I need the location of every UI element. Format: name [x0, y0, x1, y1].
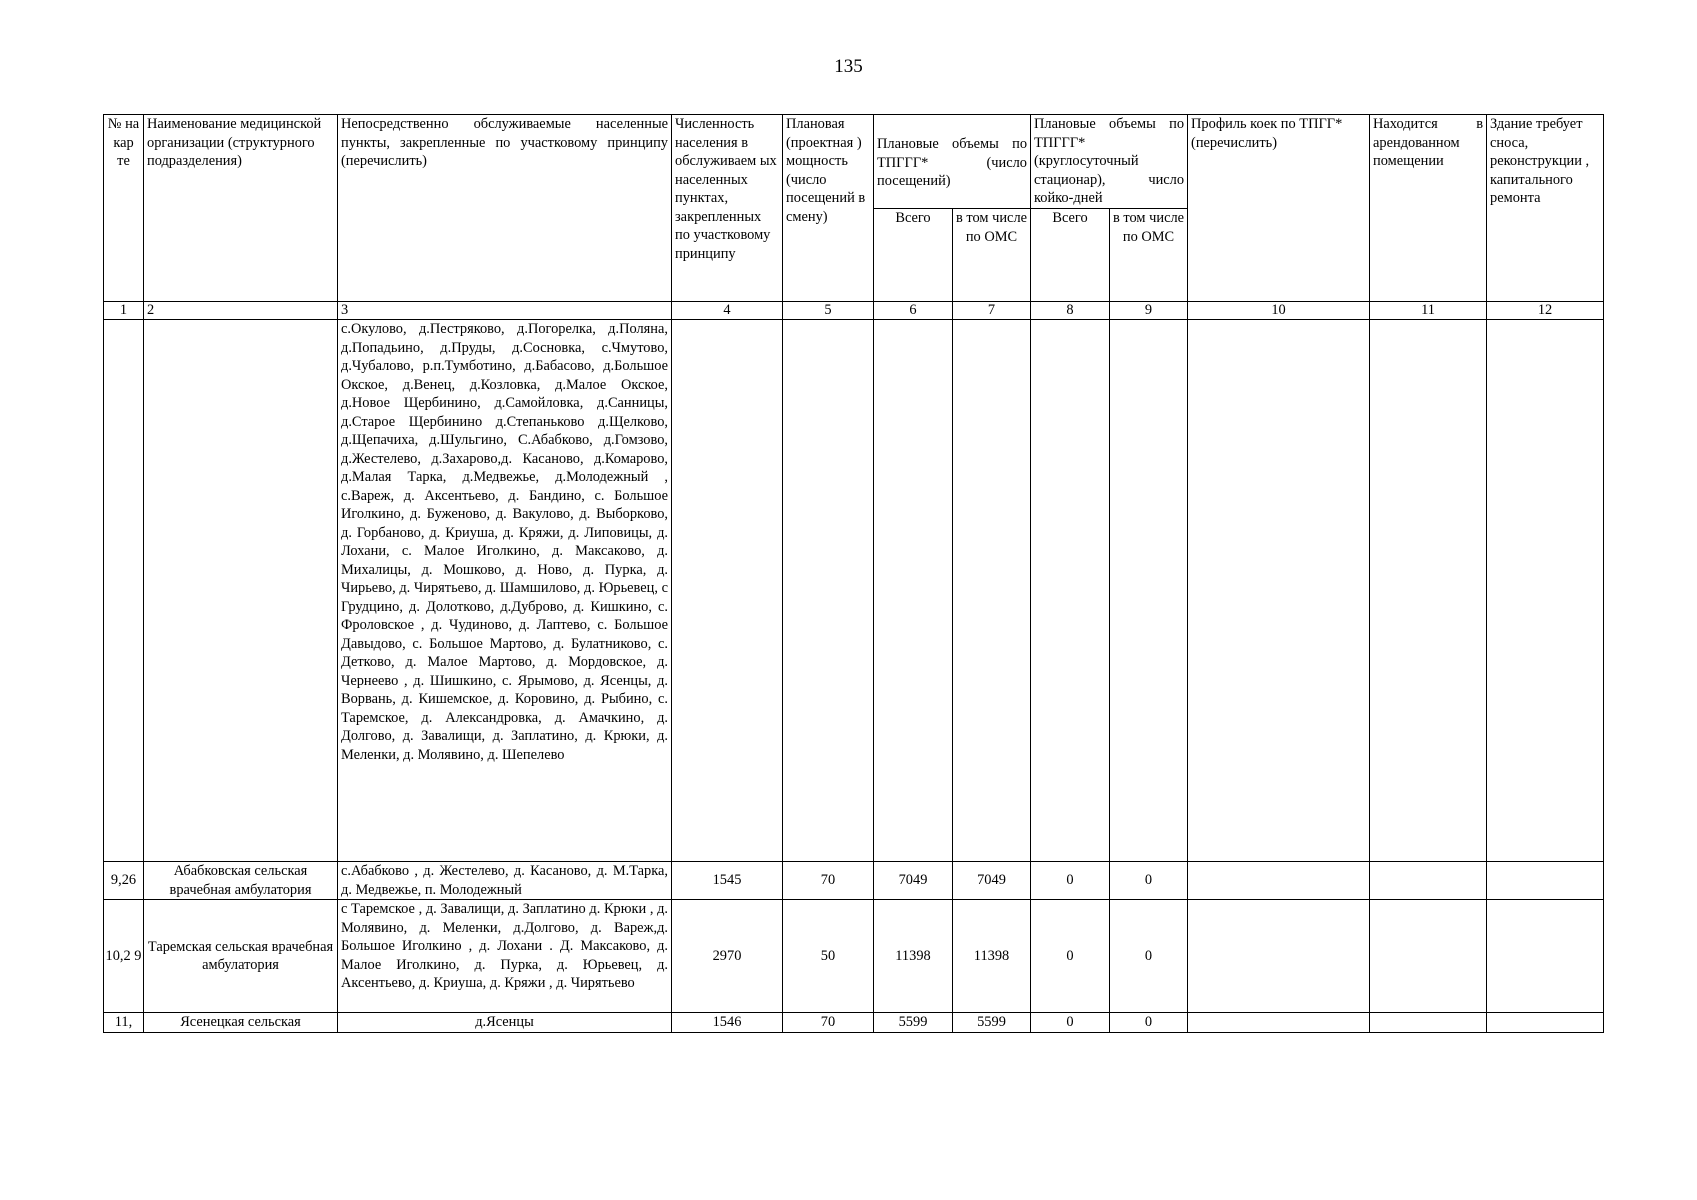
organization-name: Таремская сельская врачебная амбулатория [144, 900, 338, 1013]
map-number: 9,26 [104, 862, 144, 900]
table-row [104, 1013, 1604, 1033]
organization-name: Абабковская сельская врачебная амбулатория [144, 862, 338, 900]
beds-oms: 0 [1110, 862, 1188, 900]
column-number: 11 [1370, 302, 1487, 320]
header-bed-volumes: Плановые объемы по ТПГГГ* (круглосуточный стационар), число койко-дней [1031, 115, 1188, 209]
header-settlements: Непосредственно обслуживаемые населенные пункты, закрепленные по участковому принципу (перечислить) [338, 115, 672, 302]
beds-total: 0 [1031, 1013, 1110, 1033]
organization-name [144, 320, 338, 862]
beds-oms: 0 [1110, 1013, 1188, 1033]
visits-total: 5599 [874, 1013, 953, 1033]
column-number: 10 [1188, 302, 1370, 320]
beds-total [1031, 320, 1110, 862]
header-visits-total: Всего [874, 209, 953, 302]
header-bed-profile: Профиль коек по ТПГГ* (перечислить) [1188, 115, 1370, 302]
visits-oms: 5599 [953, 1013, 1031, 1033]
bed-profile [1188, 862, 1370, 900]
visits-oms: 7049 [953, 862, 1031, 900]
header-rented: Находится в арендованном помещении [1370, 115, 1487, 302]
header-map-number: № на кар те [104, 115, 144, 302]
population [672, 320, 783, 862]
visits-oms: 11398 [953, 900, 1031, 1013]
column-number: 6 [874, 302, 953, 320]
column-number: 12 [1487, 302, 1604, 320]
header-organization: Наименование медицинской организации (структурного подразделения) [144, 115, 338, 302]
capacity: 70 [783, 862, 874, 900]
beds-oms [1110, 320, 1188, 862]
beds-total: 0 [1031, 900, 1110, 1013]
header-visits-oms: в том числе по ОМС [953, 209, 1031, 302]
bed-profile [1188, 1013, 1370, 1033]
column-number: 9 [1110, 302, 1188, 320]
repair [1487, 320, 1604, 862]
rented [1370, 862, 1487, 900]
page-number: 135 [834, 56, 863, 77]
repair [1487, 900, 1604, 1013]
capacity: 70 [783, 1013, 874, 1033]
settlements-list: с.Абабково , д. Жестелево, д. Касаново, д. М.Тарка, д. Медвежье, п. Молодежный [338, 862, 672, 900]
organization-name: Ясенецкая сельская [144, 1013, 338, 1033]
beds-total: 0 [1031, 862, 1110, 900]
facilities-table [103, 114, 1604, 1033]
table-row [104, 320, 1604, 862]
header-repair: Здание требует сноса, реконструкции , капитального ремонта [1487, 115, 1604, 302]
column-number: 2 [144, 302, 338, 320]
rented [1370, 320, 1487, 862]
table-row [104, 862, 1604, 900]
column-number-row [104, 302, 1604, 320]
population: 1545 [672, 862, 783, 900]
repair [1487, 862, 1604, 900]
header-beds-total: Всего [1031, 209, 1110, 302]
column-number: 3 [338, 302, 672, 320]
population: 2970 [672, 900, 783, 1013]
rented [1370, 1013, 1487, 1033]
header-capacity: Плановая (проектная ) мощность (число посещений в смену) [783, 115, 874, 302]
header-visit-volumes: Плановые объемы по ТПГГГ* (число посещений) [874, 115, 1031, 209]
visits-oms [953, 320, 1031, 862]
map-number [104, 320, 144, 862]
population: 1546 [672, 1013, 783, 1033]
column-number: 1 [104, 302, 144, 320]
header-population: Численность населения в обслуживаем ых населенных пунктах, закрепленных по участковому принципу [672, 115, 783, 302]
visits-total [874, 320, 953, 862]
settlements-list: с Таремское , д. Завалищи, д. Заплатино д. Крюки , д. Молявино, д. Меленки, д.Долгово, д. Вареж,д. Большое Иголкино , д. Лохани . Д. Максаково, д. Малое Иголкино, д. Пурка, д. Юрьевец, д. Аксентьево, д. Криуша, д. Кряжи , д. Чирятьево [338, 900, 672, 1013]
settlements-list: с.Окулово, д.Пестряково, д.Погорелка, д.Поляна, д.Попадьино, д.Пруды, д.Сосновка, с.Чмутово, д.Чубалово, р.п.Тумботино, д.Бабасово, д.Большое Окское, д.Венец, д.Козловка, д.Малое Окское, д.Новое Щербинино, д.Самойловка, д.Санницы, д.Старое Щербинино д.Степаньково д.Щелково, д.Щепачиха, д.Шульгино, С.Абабково, д.Гомзово, д.Жестелево, д.Захарово,д. Касаново, д.Комарово, д.Малая Тарка, д.Медвежье, д.Молодежный , с.Вареж, д. Аксентьево, д. Бандино, с. Большое Иголкино, д. Буженово, д. Вакулово, д. Выборково, д. Горбаново, д. Криуша, д. Кряжи, д. Липовицы, д. Лохани, с. Малое Иголкино, д. Максаково, д. Михалицы, д. Мошково, д. Ново, д. Пурка, д. Чирьево, д. Чирятьево, д. Шамшилово, д. Юрьевец, с Грудцино, д. Долотково, д.Дуброво, д. Кишкино, с. Фроловское , д. Чудиново, д. Лаптево, с. Большое Давыдово, с. Большое Мартово, д. Булатниково, с. Детково, д. Малое Мартово, д. Мордовское, д. Чернеево , д. Шишкино, с. Ярымово, д. Ясенцы, д. Ворвань, д. Кишемское, д. Коровино, д. Рыбино, с. Таремское, д. Александровка, д. Амачкино, д. Долгово, д. Завалищи, д. Заплатино, д. Крюки, д. Меленки, д. Молявино, д. Шепелево [338, 320, 672, 862]
capacity [783, 320, 874, 862]
table-row [104, 900, 1604, 1013]
rented [1370, 900, 1487, 1013]
map-number: 11, [104, 1013, 144, 1033]
column-number: 5 [783, 302, 874, 320]
bed-profile [1188, 900, 1370, 1013]
beds-oms: 0 [1110, 900, 1188, 1013]
column-number: 4 [672, 302, 783, 320]
repair [1487, 1013, 1604, 1033]
visits-total: 11398 [874, 900, 953, 1013]
settlements-list: д.Ясенцы [338, 1013, 672, 1033]
map-number: 10,2 9 [104, 900, 144, 1013]
column-number: 7 [953, 302, 1031, 320]
visits-total: 7049 [874, 862, 953, 900]
header-beds-oms: в том числе по ОМС [1110, 209, 1188, 302]
capacity: 50 [783, 900, 874, 1013]
bed-profile [1188, 320, 1370, 862]
column-number: 8 [1031, 302, 1110, 320]
